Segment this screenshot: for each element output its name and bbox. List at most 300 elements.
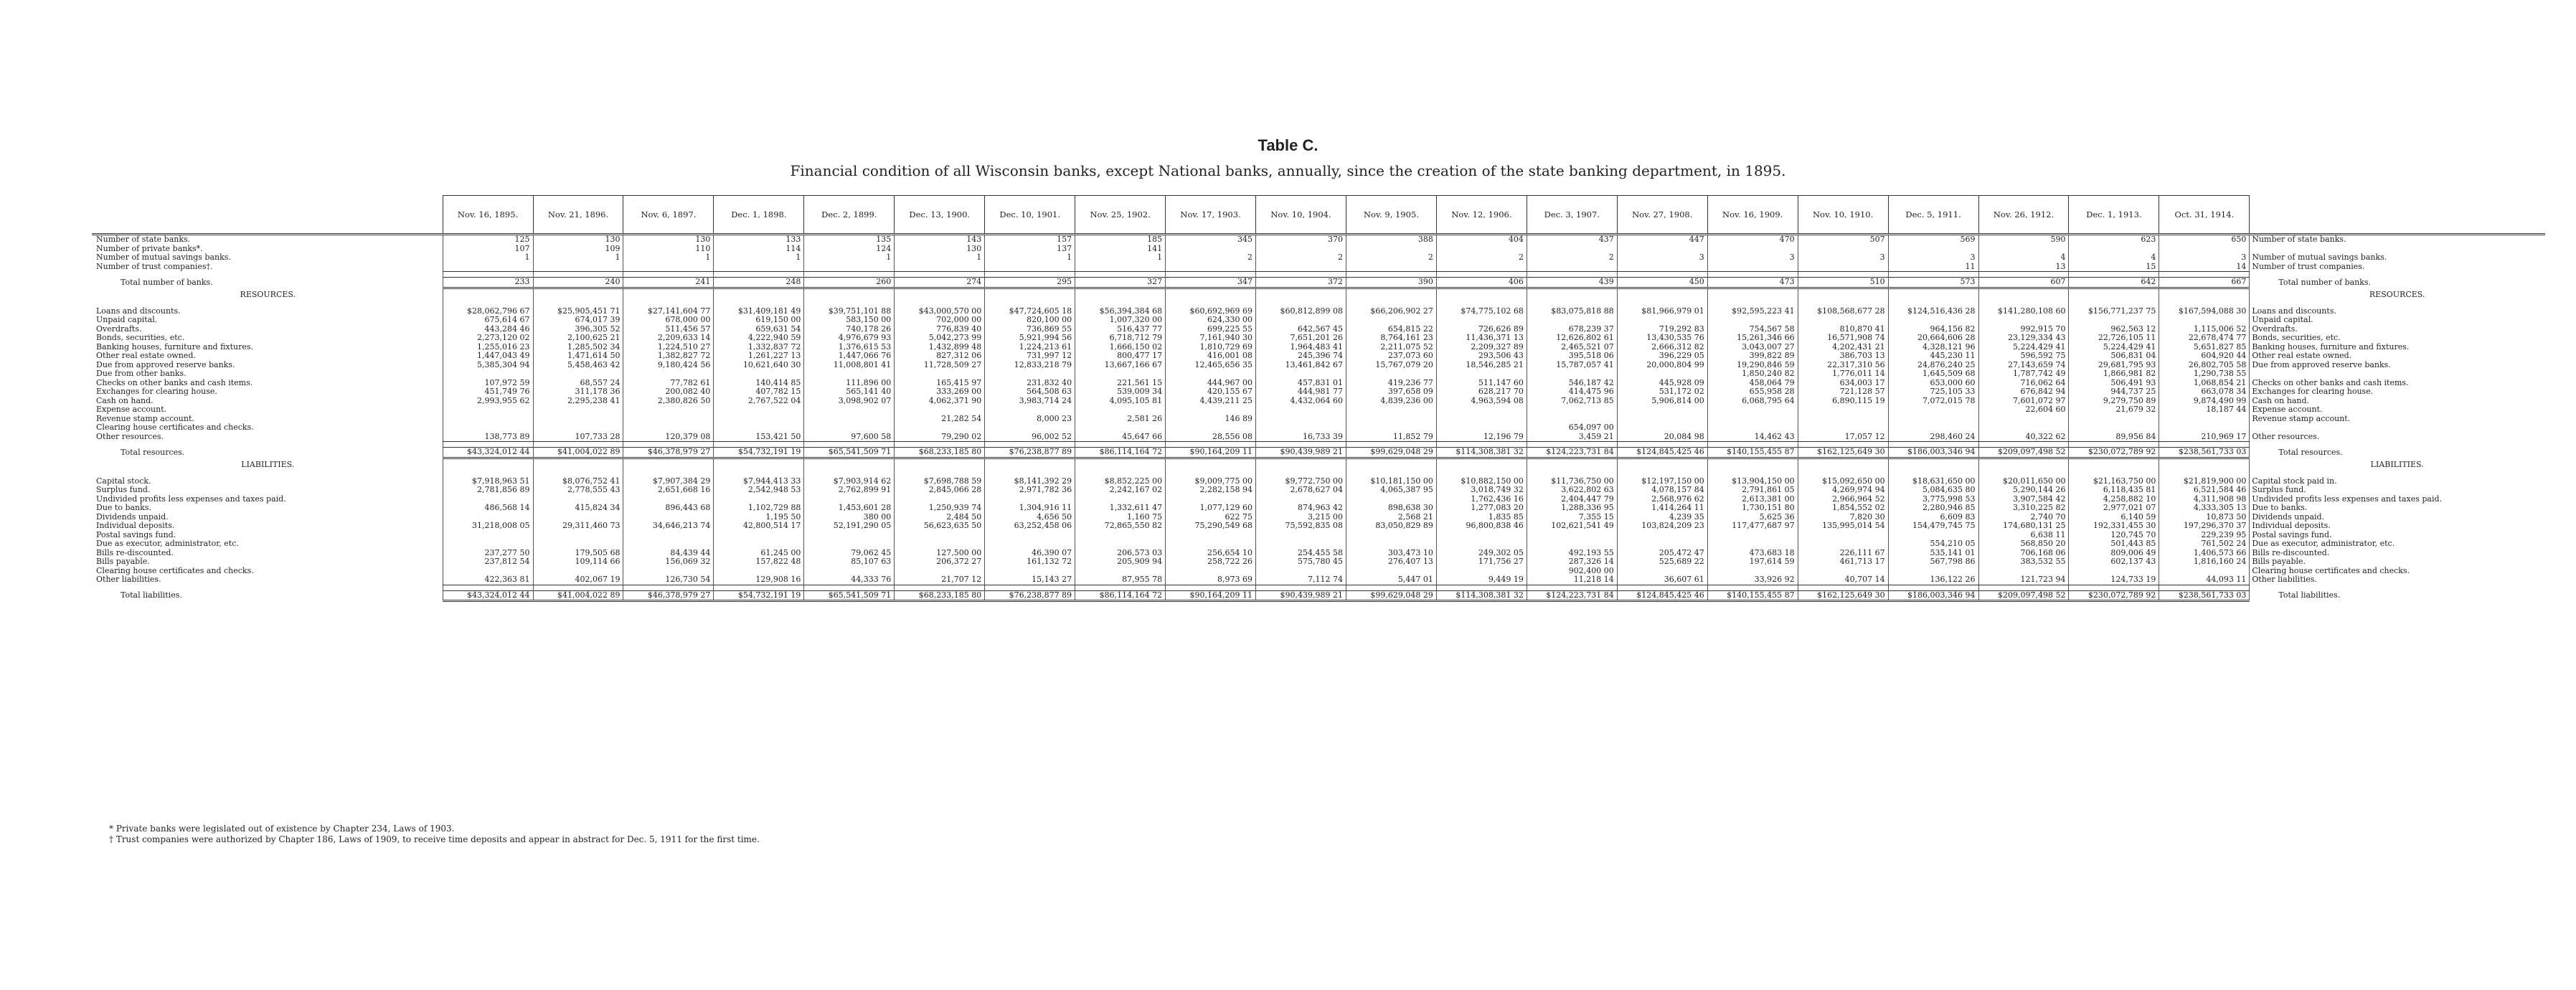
value-cell: 84,439 44	[623, 549, 714, 558]
value-cell	[1888, 245, 1978, 254]
value-cell: $186,003,346 94	[1888, 590, 1978, 601]
date-header: Dec. 10, 1901.	[985, 196, 1075, 235]
value-cell: 126,730 54	[623, 575, 714, 585]
value-cell: 11	[1888, 263, 1978, 272]
value-cell: 2,613,381 00	[1707, 495, 1798, 504]
value-cell: 3,098,902 07	[804, 397, 895, 406]
section-heading: RESOURCES.	[240, 289, 296, 299]
row-label-right: Surplus fund.	[2252, 486, 2306, 494]
value-cell: 492,193 55	[1527, 549, 1617, 558]
value-cell: $9,772,750 00	[1256, 477, 1346, 486]
spacer-cell	[92, 472, 443, 477]
value-cell	[804, 567, 895, 576]
value-cell: 192,331,455 30	[2069, 522, 2159, 531]
value-cell	[533, 567, 623, 576]
value-cell	[1617, 567, 1707, 576]
value-cell: 731,997 12	[985, 352, 1075, 361]
section-heading-right: RESOURCES.	[2369, 289, 2425, 299]
section-row	[92, 288, 2545, 302]
value-cell	[1527, 245, 1617, 254]
value-cell	[1436, 369, 1527, 379]
value-cell: 706,168 06	[1978, 549, 2069, 558]
value-cell: 130	[623, 235, 714, 245]
value-cell: 458,064 79	[1707, 379, 1798, 388]
spacer-cell	[443, 442, 533, 448]
row-label-right: Bills payable.	[2252, 557, 2306, 566]
spacer-cell	[1707, 585, 1798, 590]
table-row	[92, 278, 2545, 288]
value-cell	[1707, 531, 1798, 540]
value-cell: 2,966,964 52	[1798, 495, 1888, 504]
value-cell: 29,681,795 93	[2069, 361, 2159, 370]
spacer-cell	[1436, 472, 1527, 477]
value-cell: $28,062,796 67	[443, 307, 533, 316]
value-cell: $20,011,650 00	[1978, 477, 2069, 486]
empty-cell	[2069, 288, 2159, 302]
row-label-right: Checks on other banks and cash items.	[2252, 378, 2409, 387]
date-header: Nov. 26, 1912.	[1978, 196, 2069, 235]
value-cell: 699,225 55	[1166, 325, 1256, 334]
spacer-cell	[2159, 302, 2250, 307]
value-cell	[1075, 531, 1166, 540]
empty-cell	[1436, 288, 1527, 302]
value-cell: 109	[533, 245, 623, 254]
value-cell	[1166, 263, 1256, 272]
spacer-cell	[623, 442, 714, 448]
value-cell	[1075, 567, 1166, 576]
spacer-cell	[2159, 272, 2250, 278]
value-cell: $65,541,509 71	[804, 590, 895, 601]
value-cell: 2,845,066 28	[895, 486, 985, 495]
spacer-cell	[1798, 472, 1888, 477]
value-cell	[1888, 567, 1978, 576]
value-cell: 13,430,535 76	[1617, 334, 1707, 343]
value-cell: 9,180,424 56	[623, 361, 714, 370]
value-cell: 8,973 69	[1166, 575, 1256, 585]
value-cell: $99,629,048 29	[1346, 590, 1436, 601]
value-cell	[1075, 263, 1166, 272]
value-cell	[623, 415, 714, 424]
row-label-right: Due from approved reserve banks.	[2252, 360, 2391, 369]
value-cell	[1617, 405, 1707, 415]
spacer-cell	[1166, 272, 1256, 278]
value-cell: 1,645,509 68	[1888, 369, 1978, 379]
spacer-cell	[714, 585, 804, 590]
value-cell: 1,850,240 82	[1707, 369, 1798, 379]
value-cell	[1346, 245, 1436, 254]
value-cell: 525,689 22	[1617, 557, 1707, 567]
empty-cell	[1256, 458, 1346, 472]
spacer-cell	[1436, 302, 1527, 307]
value-cell: 125	[443, 235, 533, 245]
row-label-right: Bills re-discounted.	[2252, 548, 2330, 557]
spacer-cell	[1527, 272, 1617, 278]
value-cell: 18,546,285 21	[1436, 361, 1527, 370]
value-cell: 21,282 54	[895, 415, 985, 424]
value-cell: 1,285,502 34	[533, 343, 623, 352]
value-cell: 333,269 00	[895, 387, 985, 397]
value-cell: 3	[1707, 253, 1798, 263]
value-cell	[2159, 423, 2250, 433]
spacer-cell	[92, 442, 443, 448]
value-cell	[1256, 423, 1346, 433]
value-cell: 3	[1798, 253, 1888, 263]
value-cell: 249,302 05	[1436, 549, 1527, 558]
value-cell: 4,839,236 00	[1346, 397, 1436, 406]
value-cell	[1436, 316, 1527, 325]
value-cell: 15,767,079 20	[1346, 361, 1436, 370]
value-cell: 531,172 02	[1617, 387, 1707, 397]
value-cell: $60,812,899 08	[1256, 307, 1346, 316]
empty-cell	[1888, 288, 1978, 302]
empty-cell	[1075, 458, 1166, 472]
spacer-cell	[2250, 272, 2545, 278]
value-cell: 124	[804, 245, 895, 254]
value-cell: 179,505 68	[533, 549, 623, 558]
value-cell	[533, 369, 623, 379]
spacer-cell	[1075, 472, 1166, 477]
value-cell	[1617, 263, 1707, 272]
value-cell: $114,308,381 32	[1436, 448, 1527, 458]
value-cell: 416,001 08	[1166, 352, 1256, 361]
row-label: Number of state banks.	[96, 235, 191, 244]
value-cell	[1256, 316, 1346, 325]
value-cell: 226,111 67	[1798, 549, 1888, 558]
value-cell	[1798, 245, 1888, 254]
value-cell: 7,062,713 85	[1527, 397, 1617, 406]
value-cell: 420,155 67	[1166, 387, 1256, 397]
table-row	[92, 423, 2545, 433]
value-cell: 663,078 34	[2159, 387, 2250, 397]
value-cell: 667	[2159, 278, 2250, 288]
value-cell: 107,972 59	[443, 379, 533, 388]
table-subtitle: Financial condition of all Wisconsin banks, except National banks, annually, since the creation of the state banking department, in 1895.	[790, 162, 1786, 179]
value-cell: 154,479,745 75	[1888, 522, 1978, 531]
value-cell: 3	[1888, 253, 1978, 263]
footnote-private-banks: * Private banks were legislated out of existence by Chapter 234, Laws of 1903.	[109, 824, 455, 834]
value-cell: 1	[1075, 253, 1166, 263]
date-header: Oct. 31, 1914.	[2159, 196, 2250, 235]
table-row	[92, 433, 2545, 442]
row-label: Banking houses, furniture and fixtures.	[96, 342, 254, 352]
value-cell: 1,277,083 20	[1436, 504, 1527, 513]
value-cell: 396,229 05	[1617, 352, 1707, 361]
spacer-cell	[1798, 442, 1888, 448]
value-cell: 444,967 00	[1166, 379, 1256, 388]
value-cell: 4,239 35	[1617, 513, 1707, 522]
value-cell: 102,621,541 49	[1527, 522, 1617, 531]
value-cell	[1707, 415, 1798, 424]
empty-cell	[443, 288, 533, 302]
value-cell: 407,782 15	[714, 387, 804, 397]
value-cell: $238,561,733 03	[2159, 590, 2250, 601]
value-cell	[623, 423, 714, 433]
value-cell: $43,324,012 44	[443, 590, 533, 601]
value-cell: 445,928 09	[1617, 379, 1707, 388]
value-cell	[443, 415, 533, 424]
value-cell: $41,004,022 89	[533, 590, 623, 601]
value-cell: 4,333,305 13	[2159, 504, 2250, 513]
spacer-cell	[714, 472, 804, 477]
value-cell	[1256, 539, 1346, 549]
value-cell: $167,594,088 30	[2159, 307, 2250, 316]
value-cell	[1346, 415, 1436, 424]
value-cell: 2,977,021 07	[2069, 504, 2159, 513]
value-cell: 11,728,509 27	[895, 361, 985, 370]
value-cell: 5,042,273 99	[895, 334, 985, 343]
value-cell: 143	[895, 235, 985, 245]
value-cell: $186,003,346 94	[1888, 448, 1978, 458]
spacer-cell	[1527, 442, 1617, 448]
spacer-cell	[714, 302, 804, 307]
value-cell	[533, 405, 623, 415]
value-cell: 16,733 39	[1256, 433, 1346, 442]
value-cell	[895, 369, 985, 379]
value-cell: 3,983,714 24	[985, 397, 1075, 406]
spacer-cell	[1888, 472, 1978, 477]
spacer-cell	[533, 472, 623, 477]
header-blank	[92, 196, 443, 235]
value-cell	[1707, 539, 1798, 549]
value-cell: $66,206,902 27	[1346, 307, 1436, 316]
value-cell: 725,105 33	[1888, 387, 1978, 397]
value-cell: 1	[985, 253, 1075, 263]
value-cell	[533, 531, 623, 540]
value-cell	[985, 369, 1075, 379]
value-cell: 511,456 57	[623, 325, 714, 334]
spacer-cell	[985, 272, 1075, 278]
date-header: Nov. 16, 1909.	[1707, 196, 1798, 235]
value-cell: $162,125,649 30	[1798, 448, 1888, 458]
value-cell	[1075, 495, 1166, 504]
spacer-cell	[804, 585, 895, 590]
value-cell: 28,556 08	[1166, 433, 1256, 442]
value-cell	[1798, 415, 1888, 424]
value-cell: 111,896 00	[804, 379, 895, 388]
value-cell	[1527, 263, 1617, 272]
value-cell	[533, 539, 623, 549]
value-cell: 2,273,120 02	[443, 334, 533, 343]
table-row	[92, 316, 2545, 325]
spacer-cell	[1978, 272, 2069, 278]
value-cell	[1256, 531, 1346, 540]
spacer-cell	[1346, 302, 1436, 307]
value-cell	[1166, 245, 1256, 254]
value-cell	[1888, 316, 1978, 325]
value-cell: 3,215 00	[1256, 513, 1346, 522]
table-title: Table C.	[1258, 136, 1318, 154]
value-cell: 4	[2069, 253, 2159, 263]
table-row	[92, 495, 2545, 504]
value-cell	[895, 405, 985, 415]
value-cell: 130	[895, 245, 985, 254]
value-cell: 470	[1707, 235, 1798, 245]
value-cell: 726,626 89	[1436, 325, 1527, 334]
spacer-cell	[1075, 442, 1166, 448]
value-cell: 2,568,976 62	[1617, 495, 1707, 504]
value-cell	[1798, 263, 1888, 272]
value-cell: 2,209,633 14	[623, 334, 714, 343]
value-cell: 754,567 58	[1707, 325, 1798, 334]
value-cell: $156,771,237 75	[2069, 307, 2159, 316]
value-cell	[1527, 415, 1617, 424]
value-cell: $140,155,455 87	[1707, 590, 1798, 601]
value-cell: 109,114 66	[533, 557, 623, 567]
value-cell	[1346, 531, 1436, 540]
spacer-cell	[1256, 272, 1346, 278]
value-cell	[1346, 567, 1436, 576]
value-cell: 20,084 98	[1617, 433, 1707, 442]
value-cell: 24,876,240 25	[1888, 361, 1978, 370]
value-cell: 4,311,908 98	[2159, 495, 2250, 504]
row-label-right: Due as executor, administrator, etc.	[2252, 539, 2395, 548]
spacer-cell	[804, 302, 895, 307]
value-cell: $108,568,677 28	[1798, 307, 1888, 316]
row-label: Number of private banks*.	[96, 244, 203, 253]
value-cell	[804, 369, 895, 379]
value-cell: 461,713 17	[1798, 557, 1888, 567]
value-cell: 2,295,238 41	[533, 397, 623, 406]
value-cell: 210,969 17	[2159, 433, 2250, 442]
date-header: Dec. 1, 1913.	[2069, 196, 2159, 235]
value-cell	[1436, 423, 1527, 433]
value-cell: 18,187 44	[2159, 405, 2250, 415]
value-cell: 4,963,594 08	[1436, 397, 1527, 406]
value-cell: $7,907,384 29	[623, 477, 714, 486]
row-label: Number of trust companies†.	[96, 262, 213, 271]
value-cell: 1,382,827 72	[623, 352, 714, 361]
empty-cell	[1166, 288, 1256, 302]
value-cell: 130	[533, 235, 623, 245]
value-cell: 415,824 34	[533, 504, 623, 513]
value-cell: 397,658 09	[1346, 387, 1436, 397]
header-right-blank	[2250, 196, 2545, 235]
value-cell: 254,455 58	[1256, 549, 1346, 558]
spacer-cell	[533, 272, 623, 278]
value-cell: $74,775,102 68	[1436, 307, 1527, 316]
value-cell: 546,187 42	[1527, 379, 1617, 388]
value-cell: $27,141,604 77	[623, 307, 714, 316]
date-header: Nov. 6, 1897.	[623, 196, 714, 235]
table-row	[92, 387, 2545, 397]
value-cell: 137	[985, 245, 1075, 254]
spacer-cell	[1527, 472, 1617, 477]
value-cell	[804, 263, 895, 272]
spacer-cell	[804, 442, 895, 448]
value-cell	[1075, 423, 1166, 433]
empty-cell	[1436, 458, 1527, 472]
value-cell: 2,993,955 62	[443, 397, 533, 406]
value-cell: 231,832 40	[985, 379, 1075, 388]
value-cell: 13	[1978, 263, 2069, 272]
spacer-cell	[1617, 272, 1707, 278]
value-cell: 274	[895, 278, 985, 288]
value-cell: 9,874,490 99	[2159, 397, 2250, 406]
value-cell: 2,568 21	[1346, 513, 1436, 522]
spacer-cell	[804, 272, 895, 278]
value-cell	[2159, 415, 2250, 424]
value-cell	[1346, 495, 1436, 504]
table-row	[92, 253, 2545, 263]
value-cell: 146 89	[1166, 415, 1256, 424]
value-cell: $90,164,209 11	[1166, 448, 1256, 458]
value-cell: 157,822 48	[714, 557, 804, 567]
value-cell: 634,003 17	[1798, 379, 1888, 388]
table-row	[92, 405, 2545, 415]
value-cell: $10,181,150 00	[1346, 477, 1436, 486]
value-cell: $11,736,750 00	[1527, 477, 1617, 486]
value-cell: 22,317,310 56	[1798, 361, 1888, 370]
value-cell	[1075, 539, 1166, 549]
empty-cell	[895, 288, 985, 302]
value-cell: 607	[1978, 278, 2069, 288]
spacer-cell	[1436, 272, 1527, 278]
value-cell: 4,095,105 81	[1075, 397, 1166, 406]
value-cell: 445,230 11	[1888, 352, 1978, 361]
value-cell	[1798, 316, 1888, 325]
value-cell: 1	[443, 253, 533, 263]
value-cell: 1,077,129 60	[1166, 504, 1256, 513]
value-cell: 1,432,899 48	[895, 343, 985, 352]
value-cell: 1,304,916 11	[985, 504, 1075, 513]
spacer-cell	[2250, 302, 2545, 307]
value-cell	[2069, 245, 2159, 254]
value-cell: 276,407 13	[1346, 557, 1436, 567]
value-cell: 450	[1617, 278, 1707, 288]
value-cell: 8,000 23	[985, 415, 1075, 424]
row-label-right	[2250, 245, 2545, 254]
value-cell: $46,378,979 27	[623, 448, 714, 458]
row-label-right: Undivided profits less expenses and taxes paid.	[2252, 494, 2443, 504]
value-cell: 437	[1527, 235, 1617, 245]
value-cell: 83,050,829 89	[1346, 522, 1436, 531]
value-cell: 573	[1888, 278, 1978, 288]
value-cell: $21,819,900 00	[2159, 477, 2250, 486]
value-cell: 944,737 25	[2069, 387, 2159, 397]
value-cell: 5,625 36	[1707, 513, 1798, 522]
spacer-cell	[1346, 472, 1436, 477]
value-cell	[714, 423, 804, 433]
value-cell: 2,282,158 94	[1166, 486, 1256, 495]
value-cell	[533, 495, 623, 504]
value-cell: 642	[2069, 278, 2159, 288]
value-cell: 2,740 70	[1978, 513, 2069, 522]
date-header: Dec. 2, 1899.	[804, 196, 895, 235]
value-cell	[1075, 405, 1166, 415]
value-cell: 565,141 40	[804, 387, 895, 397]
value-cell: 347	[1166, 278, 1256, 288]
value-cell: $7,698,788 59	[895, 477, 985, 486]
value-cell: 311,178 36	[533, 387, 623, 397]
table-row	[92, 352, 2545, 361]
value-cell: 107	[443, 245, 533, 254]
value-cell: 6,890,115 19	[1798, 397, 1888, 406]
spacer-cell	[1978, 302, 2069, 307]
value-cell: 567,798 86	[1888, 557, 1978, 567]
value-cell: 654,097 00	[1527, 423, 1617, 433]
value-cell	[895, 539, 985, 549]
row-label-right: Clearing house certificates and checks.	[2252, 566, 2410, 575]
value-cell: 535,141 01	[1888, 549, 1978, 558]
spacer-cell	[623, 585, 714, 590]
empty-cell	[714, 288, 804, 302]
value-cell	[533, 415, 623, 424]
value-cell: 157	[985, 235, 1075, 245]
value-cell: 9,279,750 89	[2069, 397, 2159, 406]
value-cell: 2,651,668 16	[623, 486, 714, 495]
value-cell: 22,604 60	[1978, 405, 2069, 415]
value-cell	[1707, 316, 1798, 325]
